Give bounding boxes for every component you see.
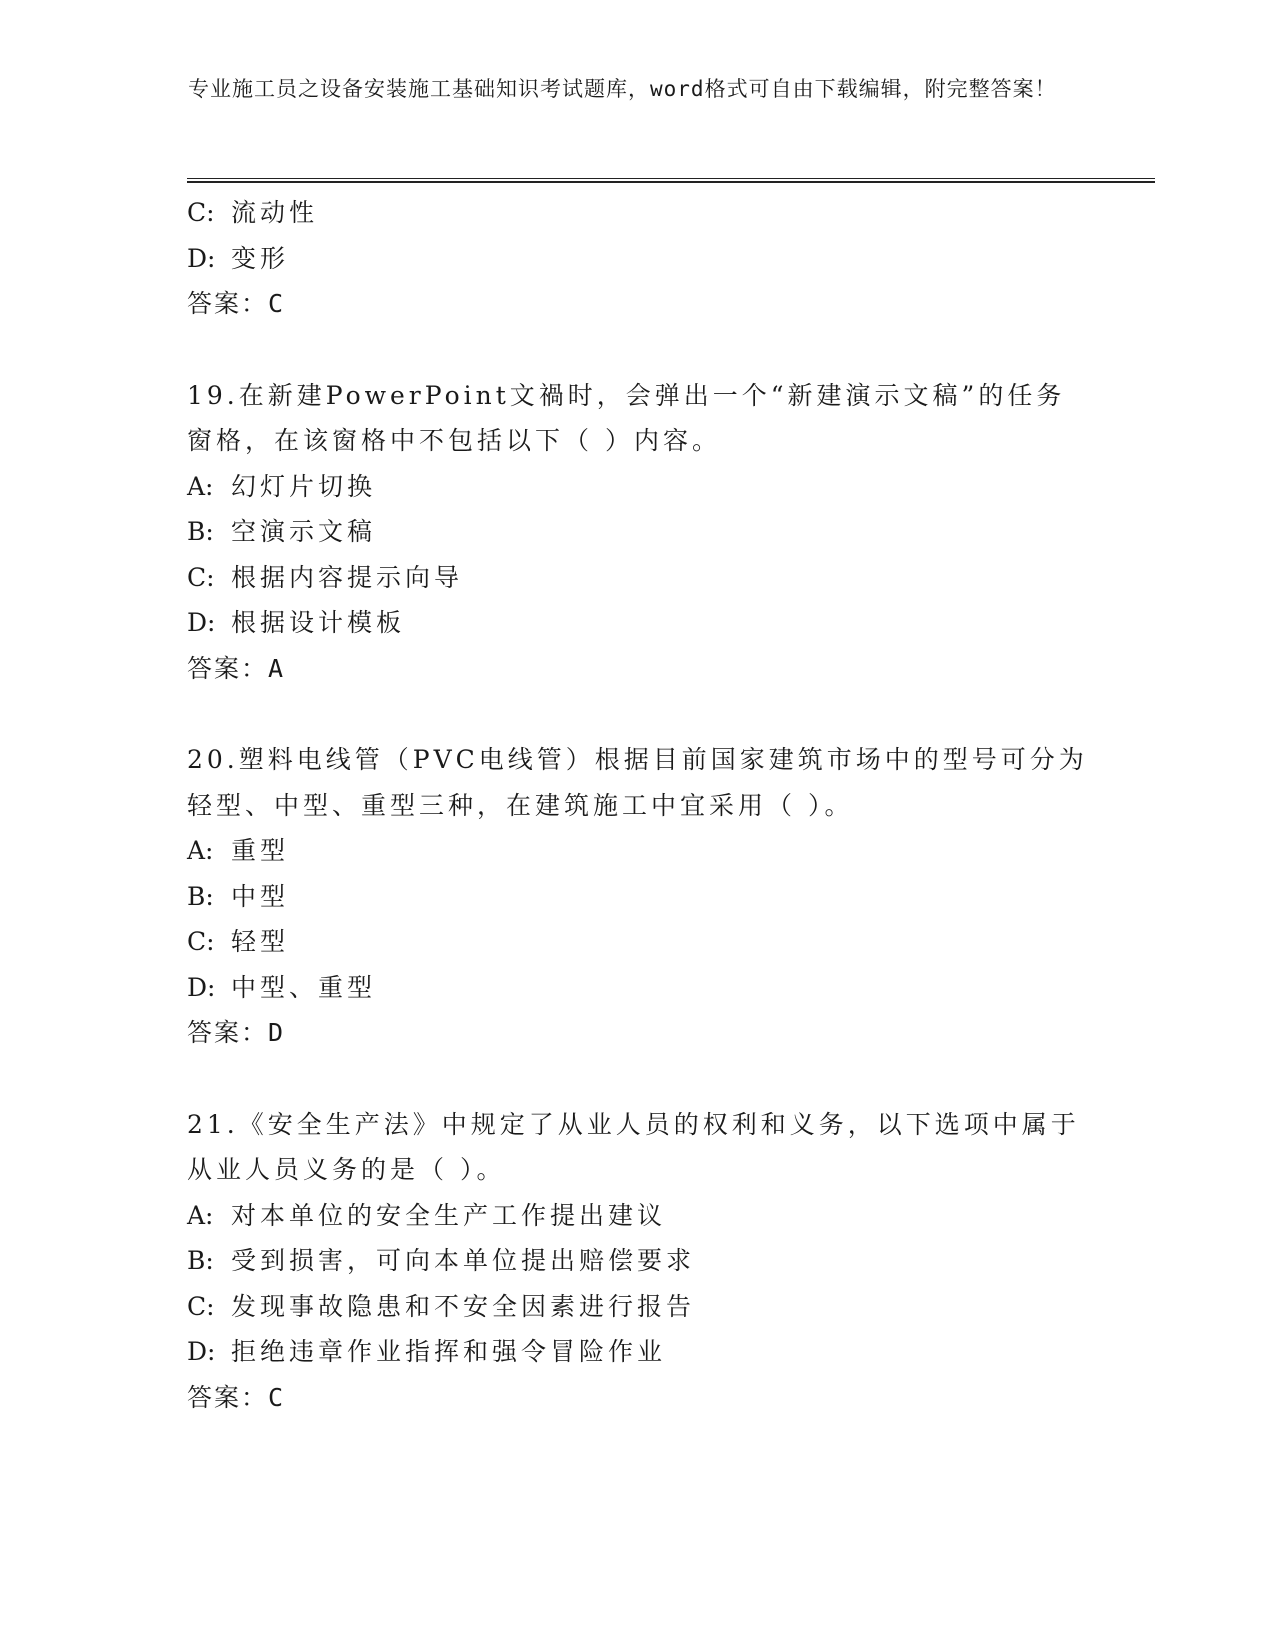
continued-question-block [187, 190, 1087, 327]
answer-row [187, 281, 1087, 327]
question-text: 轻型、中型、重型三种，在建筑施工中宜采用（ ）。 [187, 790, 854, 820]
option-row [187, 919, 1087, 965]
option-letter: A: [187, 471, 214, 501]
answer-row [187, 1010, 1087, 1056]
answer-key: A [268, 653, 286, 683]
answer-label: 答案： [187, 1018, 269, 1047]
option-row [187, 236, 1087, 282]
option-letter: B: [187, 517, 214, 546]
option-letter: A: [187, 1200, 214, 1230]
option-text: 受到损害，可向本单位提出赔偿要求 [231, 1246, 696, 1275]
option-row [187, 600, 1087, 646]
option-text: 对本单位的安全生产工作提出建议 [231, 1200, 667, 1230]
answer-row [187, 1375, 1087, 1421]
option-row [187, 1284, 1087, 1330]
option-text: 幻灯片切换 [231, 471, 377, 501]
option-text: 中型 [231, 881, 290, 911]
option-letter: B: [187, 1246, 214, 1275]
answer-key: D [268, 1018, 286, 1047]
question-text: 窗格，在该窗格中不包括以下（ ）内容。 [187, 426, 721, 455]
answer-row [187, 646, 1087, 692]
answer-key: C [268, 1382, 286, 1412]
answer-key: C [268, 289, 286, 318]
option-row [187, 965, 1087, 1011]
page-header-title: 专业施工员之设备安装施工基础知识考试题库，word格式可自由下载编辑，附完整答案！ [188, 77, 1057, 101]
option-letter: D: [187, 243, 216, 273]
header-divider-thick [187, 181, 1155, 183]
question-block-20 [187, 737, 1087, 1056]
option-letter: A: [187, 836, 214, 865]
option-letter: C: [187, 927, 215, 956]
question-text: 20.塑料电线管（PVC电线管）根据目前国家建筑市场中的型号可分为 [187, 745, 1088, 774]
option-letter: C: [187, 1291, 215, 1321]
question-text: 19.在新建PowerPoint文禍时，会弹出一个“新建演示文稿”的任务 [187, 380, 1066, 410]
option-text: 流动性 [231, 198, 319, 227]
option-letter: C: [187, 198, 215, 227]
option-letter: D: [187, 1337, 216, 1366]
option-text: 拒绝违章作业指挥和强令冒险作业 [231, 1337, 667, 1366]
option-text: 轻型 [231, 927, 290, 956]
option-letter: B: [187, 881, 214, 911]
option-text: 重型 [231, 836, 290, 865]
question-text: 21.《安全生产法》中规定了从业人员的权利和义务，以下选项中属于 [187, 1109, 1080, 1139]
option-row [187, 509, 1087, 555]
option-text: 空演示文稿 [231, 517, 377, 546]
option-row [187, 1329, 1087, 1375]
option-text: 变形 [231, 243, 290, 273]
header-divider-thin [187, 178, 1155, 179]
option-row [187, 190, 1087, 236]
question-block-19 [187, 373, 1087, 692]
answer-label: 答案： [187, 1382, 269, 1412]
option-letter: C: [187, 562, 215, 592]
answer-label: 答案： [187, 289, 269, 318]
option-letter: D: [187, 608, 216, 637]
answer-label: 答案： [187, 653, 269, 683]
option-text: 中型、重型 [231, 972, 377, 1002]
option-letter: D: [187, 972, 216, 1002]
question-content [187, 190, 1087, 1420]
option-row [187, 1193, 1087, 1239]
question-text: 从业人员义务的是（ ）。 [187, 1155, 506, 1184]
option-row [187, 874, 1087, 920]
option-row [187, 555, 1087, 601]
option-row [187, 828, 1087, 874]
option-text: 根据设计模板 [231, 608, 406, 637]
question-block-21 [187, 1102, 1087, 1421]
option-row [187, 464, 1087, 510]
option-text: 发现事故隐患和不安全因素进行报告 [231, 1291, 696, 1321]
option-row [187, 1238, 1087, 1284]
option-text: 根据内容提示向导 [231, 562, 464, 592]
